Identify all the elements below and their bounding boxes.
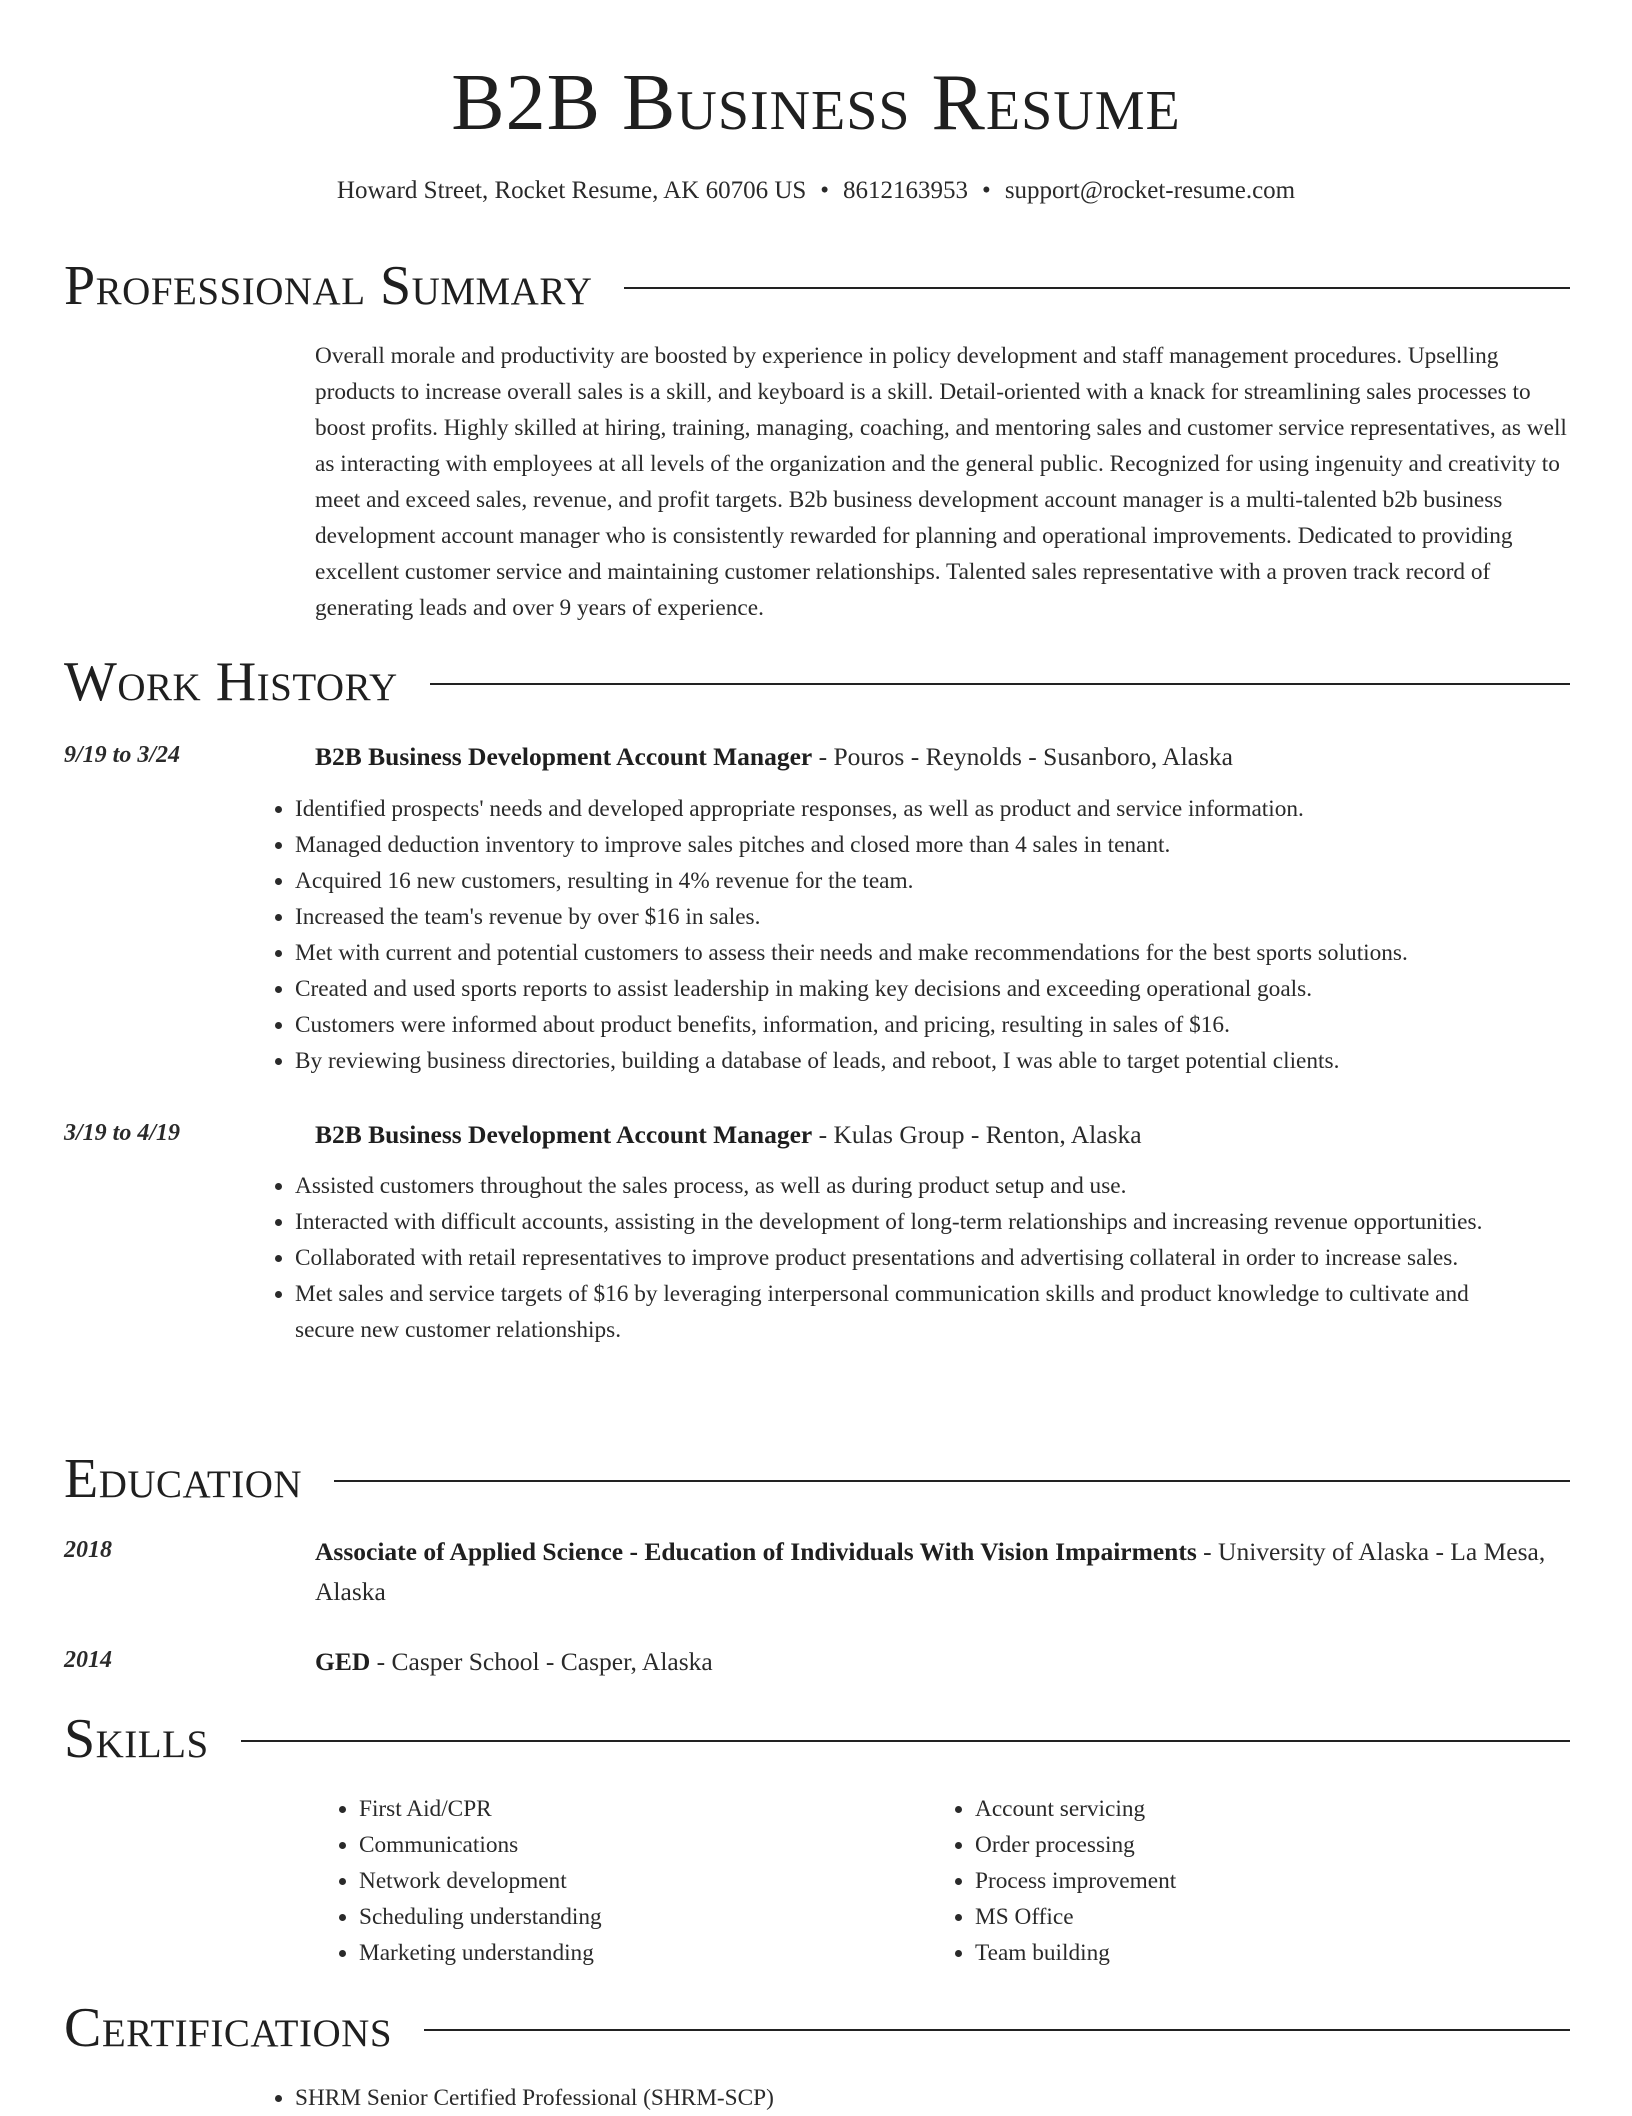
school-details: - Casper School - Casper, Alaska [370, 1647, 713, 1676]
job-details: - Pouros - Reynolds - Susanboro, Alaska [812, 742, 1233, 771]
resume-title: B2B Business Resume [451, 59, 1181, 147]
section-divider [334, 1480, 1570, 1482]
skill-item: • Team building [975, 1935, 1535, 1971]
skill-item: • MS Office [975, 1899, 1535, 1935]
list-item: • By reviewing business directories, building a database of leads, and reboot, I was able to target potential clients. [295, 1043, 1506, 1079]
list-item: • Acquired 16 new customers, resulting in 4% revenue for the team. [295, 863, 1506, 899]
contact-address: Howard Street, Rocket Resume, AK 60706 US [336, 177, 807, 204]
list-item: • Identified prospects' needs and developed appropriate responses, as well as product and service information. [295, 791, 1506, 827]
list-item: • Collaborated with retail representatives to improve product presentations and advertising collateral in order to increase sales. [295, 1240, 1506, 1276]
work-bullets [251, 1168, 1506, 1348]
section-label: Education [64, 1448, 303, 1510]
list-item: • Met with current and potential customers to assess their needs and make recommendations for the best sports solutions. [295, 935, 1506, 971]
list-item: • Met sales and service targets of $16 by leveraging interpersonal communication skills and product knowledge to cultivate and secure new customer relationships. [295, 1276, 1506, 1348]
list-item: • Managed deduction inventory to improve sales pitches and closed more than 4 sales in tenant. [295, 827, 1506, 863]
job-title: B2B Business Development Account Manager [315, 1120, 813, 1149]
section-heading-education [64, 1447, 1570, 1511]
skill-item: • First Aid/CPR [359, 1791, 919, 1827]
contact-email[interactable]: support@rocket-resume.com [1004, 177, 1296, 204]
section-divider [424, 2029, 1570, 2031]
education-year: 2018 [64, 1537, 112, 1563]
section-divider [241, 1740, 1570, 1742]
skills-list-left [315, 1791, 919, 1971]
skill-item: • Network development [359, 1863, 919, 1899]
skill-item: • Process improvement [975, 1863, 1535, 1899]
list-item: • Created and used sports reports to assist leadership in making key decisions and exceeding operational goals. [295, 971, 1506, 1007]
skill-item: • Account servicing [975, 1791, 1535, 1827]
skill-item: • Communications [359, 1827, 919, 1863]
contact-phone: 8612163953 [843, 177, 969, 204]
section-label: Professional Summary [64, 255, 593, 317]
contact-line [0, 174, 1632, 208]
degree: GED [315, 1647, 371, 1676]
list-item: • Interacted with difficult accounts, assisting in the development of long-term relationships and increasing revenue opportunities. [295, 1204, 1506, 1240]
section-heading-work-history [64, 650, 1570, 714]
work-bullets [251, 791, 1506, 1079]
certifications-list [251, 2080, 1506, 2116]
work-dates: 3/19 to 4/19 [64, 1120, 181, 1146]
education-heading [315, 1532, 1570, 1612]
section-heading-certifications [64, 1996, 1570, 2060]
section-label: Skills [64, 1708, 209, 1770]
skill-item: • Scheduling understanding [359, 1899, 919, 1935]
education-heading [315, 1642, 1570, 1682]
degree: Associate of Applied Science - Education of Individuals With Vision Impairments [315, 1537, 1197, 1566]
certification-item: • SHRM Senior Certified Professional (SHRM-SCP) [295, 2080, 1506, 2116]
work-heading [315, 1115, 1570, 1155]
section-label: Certifications [64, 1997, 393, 2059]
job-details: - Kulas Group - Renton, Alaska [812, 1120, 1142, 1149]
skill-item: • Marketing understanding [359, 1935, 919, 1971]
job-title: B2B Business Development Account Manager [315, 742, 813, 771]
work-heading [315, 737, 1570, 777]
skills-list-right [931, 1791, 1535, 1971]
summary-paragraph: Overall morale and productivity are boosted by experience in policy development and staff management procedures. Upselling products to increase overall sales is a skill, and keyboard is a skill. Detail-oriented with a knack for streamlining sales processes to boost profits. Highly skilled at hiring, training, managing, coaching, and mentoring sales and customer service representatives, as well as interacting with employees at all levels of the organization and the general public. Recognized for using ingenuity and creativity to meet and exceed sales, revenue, and profit targets. B2b business development account manager is a multi-talented b2b business development account manager who is consistently rewarded for planning and operational improvements. Dedicated to providing excellent customer service and maintaining customer relationships. Talented sales representative with a proven track record of generating leads and over 9 years of experience. [315, 343, 1567, 621]
education-year: 2014 [64, 1647, 112, 1673]
list-item: • Customers were informed about product benefits, information, and pricing, resulting in sales of $16. [295, 1007, 1506, 1043]
section-heading-summary [64, 254, 1570, 318]
section-heading-skills [64, 1707, 1570, 1771]
list-item: • Increased the team's revenue by over $16 in sales. [295, 899, 1506, 935]
skill-item: • Order processing [975, 1827, 1535, 1863]
work-dates: 9/19 to 3/24 [64, 742, 181, 768]
contact-separator: • [820, 177, 830, 204]
school-details: - University of Alaska - La Mesa, Alaska [315, 1537, 1546, 1606]
section-label: Work History [64, 651, 398, 713]
contact-separator: • [982, 177, 991, 204]
section-divider [430, 683, 1570, 685]
section-divider [624, 287, 1570, 289]
list-item: • Assisted customers throughout the sales process, as well as during product setup and use. [295, 1168, 1506, 1204]
